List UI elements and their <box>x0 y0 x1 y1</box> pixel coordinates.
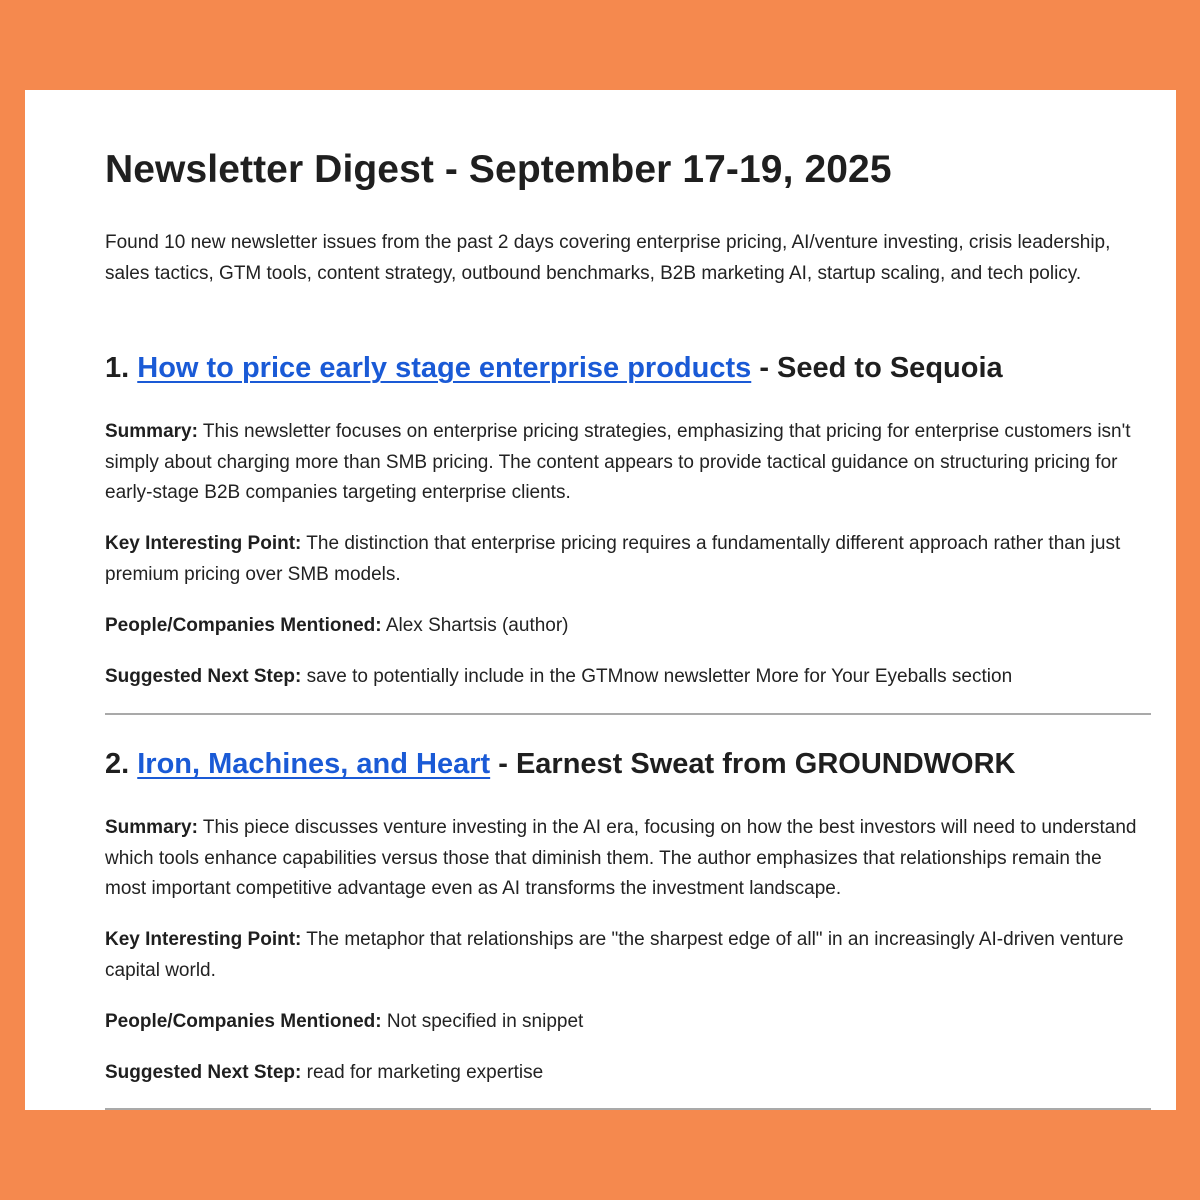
item-1-key-point-text: The distinction that enterprise pricing requires a fundamentally different approach rather than just premium pricing over SMB models. <box>105 533 1121 585</box>
item-2-link[interactable]: Iron, Machines, and Heart <box>137 748 491 780</box>
item-2-heading <box>105 746 1015 782</box>
item-1-link[interactable]: How to price early stage enterprise products <box>137 352 752 384</box>
item-2-next-step-text: read for marketing expertise <box>306 1062 544 1083</box>
item-1-number: 1. <box>105 352 130 384</box>
item-2-key-point-text: The metaphor that relationships are "the sharpest edge of all" in an increasingly AI-driven venture capital world. <box>105 929 1124 981</box>
item-2-number: 2. <box>105 748 130 780</box>
item-1-next-step-label: Suggested Next Step: <box>105 666 302 687</box>
digest-card <box>25 90 1176 1110</box>
item-2-summary-label: Summary: <box>105 817 198 838</box>
item-2-people <box>105 1007 1145 1038</box>
item-1-key-point-label: Key Interesting Point: <box>105 533 302 554</box>
item-2-key-point <box>105 925 1145 986</box>
item-1-next-step <box>105 662 1145 693</box>
item-1-people-label: People/Companies Mentioned: <box>105 615 382 636</box>
item-1-key-point <box>105 529 1145 590</box>
item-2-summary-text: This piece discusses venture investing in the AI era, focusing on how the best investors will need to understand which tools enhance capabilities versus those that diminish them. The author emphasizes that relationships remain the most important competitive advantage even as AI transforms the investment landscape. <box>105 817 1137 899</box>
item-1-people-text: Alex Shartsis (author) <box>385 615 569 636</box>
item-1-heading <box>105 350 1003 386</box>
page-title: Newsletter Digest - September 17-19, 2025 <box>105 148 892 191</box>
item-1-people <box>105 611 1145 642</box>
item-2-summary <box>105 813 1145 905</box>
item-2-key-point-label: Key Interesting Point: <box>105 929 302 950</box>
digest-intro: Found 10 new newsletter issues from the past 2 days covering enterprise pricing, AI/venture investing, crisis leadership, sales tactics, GTM tools, content strategy, outbound benchmarks, B2B marketing AI, startup scaling, and tech policy. <box>105 232 1111 284</box>
item-2-people-label: People/Companies Mentioned: <box>105 1011 382 1032</box>
item-1-summary-label: Summary: <box>105 421 198 442</box>
item-divider-2 <box>105 1108 1151 1110</box>
item-2-next-step <box>105 1058 1145 1089</box>
item-1-summary <box>105 417 1145 509</box>
item-1-summary-text: This newsletter focuses on enterprise pricing strategies, emphasizing that pricing for enterprise customers isn't simply about charging more than SMB pricing. The content appears to provide tactical guidance on structuring pricing for early-stage B2B companies targeting enterprise clients. <box>105 421 1131 503</box>
item-1-source: - Seed to Sequoia <box>759 352 1003 384</box>
item-2-people-text: Not specified in snippet <box>386 1011 584 1032</box>
item-divider-1 <box>105 713 1151 715</box>
item-2-source: - Earnest Sweat from GROUNDWORK <box>498 748 1016 780</box>
item-2-next-step-label: Suggested Next Step: <box>105 1062 302 1083</box>
item-1-next-step-text: save to potentially include in the GTMnow newsletter More for Your Eyeballs section <box>306 666 1013 687</box>
